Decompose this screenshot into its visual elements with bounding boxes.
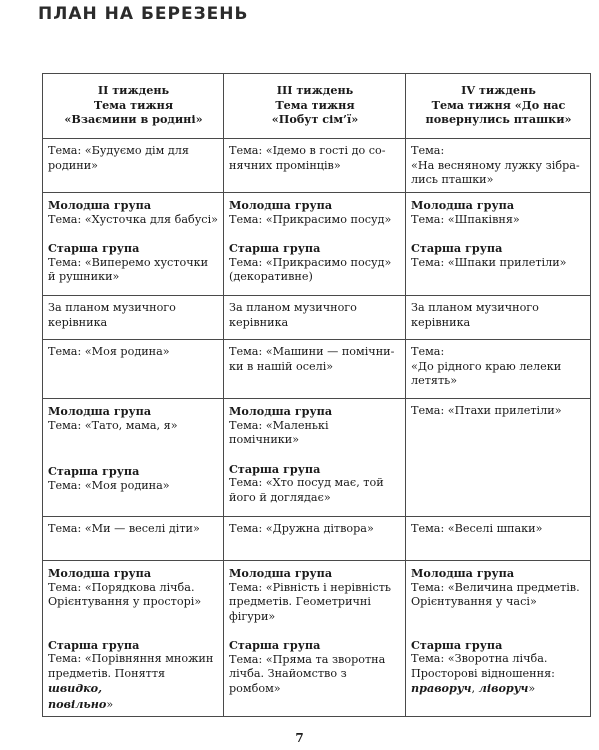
header-week-2: II тиждень Тема тижня «Взаємини в родині» [43, 74, 224, 139]
plan-table [42, 73, 591, 717]
table-cell: Молодша група Тема: «Прикрасимо посуд» Старша група Тема: «Прикрасимо посуд» (декоративне) [224, 193, 406, 296]
table-row [43, 399, 591, 517]
table-cell: Тема: «Веселі шпаки» [406, 517, 591, 561]
table-cell: За планом музичного керівника [406, 296, 591, 340]
table-cell: Тема: «Будуємо дім для родини» [43, 139, 224, 193]
table-row [43, 340, 591, 399]
table-cell: Молодша група Тема: «Маленькі помічники» Старша група Тема: «Хто посуд має, той його й доглядає» [224, 399, 406, 517]
header-week-3: III тиждень Тема тижня «Побут сім’ї» [224, 74, 406, 139]
table-cell: За планом музичного керівника [43, 296, 224, 340]
table-cell: Молодша група Тема: «Тато, мама, я» Старша група Тема: «Моя родина» [43, 399, 224, 517]
header-row [43, 74, 591, 139]
table-cell: Молодша група Тема: «Порядкова лічба. Орієнтування у просторі» Старша група Тема: «Порівняння множин предметів. Поняття швидко, повільно» [43, 561, 224, 717]
page-number: 7 [295, 731, 304, 745]
table-row [43, 517, 591, 561]
table-row [43, 296, 591, 340]
table-cell: Тема: «Ідемо в гості до со- нячних промінців» [224, 139, 406, 193]
table-cell: Молодша група Тема: «Величина предметів. Орієнтування у часі» Старша група Тема: «Зворотна лічба. Просторові відношення: праворуч, ліворуч» [406, 561, 591, 717]
page-title: ПЛАН НА БЕРЕЗЕНЬ [38, 4, 249, 24]
table-cell: Тема: «Машини — помічни- ки в нашій оселі» [224, 340, 406, 399]
table-cell: Молодша група Тема: «Рівність і нерівність предметів. Геометричні фігури» Старша група Тема: «Пряма та зворотна лічба. Знайомство з ромбом» [224, 561, 406, 717]
table-cell: Тема: «Ми — веселі діти» [43, 517, 224, 561]
table-row [43, 561, 591, 717]
table-cell: Тема: «Дружна дітвора» [224, 517, 406, 561]
table-cell: Тема: «Моя родина» [43, 340, 224, 399]
table-cell: Тема: «Птахи прилетіли» [406, 399, 591, 517]
table-cell: За планом музичного керівника [224, 296, 406, 340]
table-cell: Тема: «До рідного краю лелеки летять» [406, 340, 591, 399]
table-row [43, 193, 591, 296]
header-week-4: IV тиждень Тема тижня «До нас повернулись пташки» [406, 74, 591, 139]
table-row [43, 139, 591, 193]
table-cell: Молодша група Тема: «Шпаківня» Старша група Тема: «Шпаки прилетіли» [406, 193, 591, 296]
table-cell: Тема: «На весняному лужку зібра- лись пташки» [406, 139, 591, 193]
table-cell: Молодша група Тема: «Хусточка для бабусі» Старша група Тема: «Виперемо хусточки й рушники» [43, 193, 224, 296]
